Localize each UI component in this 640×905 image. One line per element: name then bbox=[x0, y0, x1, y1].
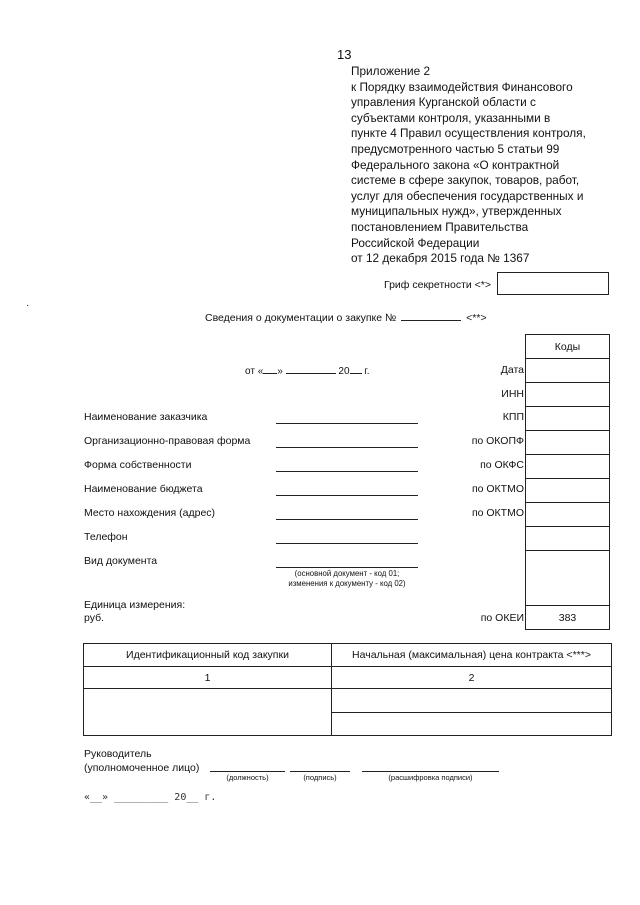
code-cell-oktmo-2[interactable] bbox=[526, 503, 610, 527]
date-year-field[interactable] bbox=[350, 364, 362, 374]
code-cell-oktmo-1[interactable] bbox=[526, 479, 610, 503]
label-okei: по ОКЕИ bbox=[480, 612, 524, 624]
label-unit: Единица измерения: bbox=[84, 599, 186, 611]
appendix-line: пункте 4 Правил осуществления контроля, bbox=[351, 126, 586, 141]
legal-form-field[interactable] bbox=[276, 447, 418, 448]
table-col-number-1: 1 bbox=[84, 667, 332, 689]
secrecy-label: Гриф секретности <*> bbox=[384, 279, 492, 291]
phone-field[interactable] bbox=[276, 543, 418, 544]
caption-decoding: (расшифровка подписи) bbox=[388, 773, 473, 782]
appendix-line: муниципальных нужд», утвержденных bbox=[351, 204, 562, 219]
label-oktmo-2: по ОКТМО bbox=[471, 507, 524, 519]
code-cell-phone[interactable] bbox=[526, 527, 610, 551]
code-cell-okfs[interactable] bbox=[526, 455, 610, 479]
date-month-field[interactable] bbox=[286, 364, 336, 374]
appendix-line: к Порядку взаимодействия Финансового bbox=[351, 79, 573, 94]
appendix-header bbox=[351, 64, 621, 267]
appendix-line: постановлением Правительства bbox=[351, 219, 529, 234]
label-inn: ИНН bbox=[501, 388, 524, 400]
table-header-id-code: Идентификационный код закупки bbox=[84, 644, 332, 667]
ownership-field[interactable] bbox=[276, 471, 418, 472]
signature-line-1: Руководитель bbox=[84, 748, 152, 760]
form-title-text: Сведения о документации о закупке № bbox=[205, 312, 397, 324]
unit-value: руб. bbox=[84, 612, 105, 624]
appendix-line: услуг для обеспечения государственных и bbox=[351, 188, 584, 203]
stray-mark: · bbox=[26, 300, 30, 311]
document-date bbox=[245, 364, 370, 377]
label-budget: Наименование бюджета bbox=[84, 483, 203, 495]
caption-signature: (подпись) bbox=[303, 773, 337, 782]
footer-date: «__» _________ 20__ г. bbox=[84, 792, 217, 803]
appendix-line: управления Курганской области с bbox=[351, 95, 536, 110]
label-oktmo-1: по ОКТМО bbox=[471, 483, 524, 495]
appendix-line: Российской Федерации bbox=[351, 235, 480, 250]
signature-field[interactable] bbox=[290, 771, 350, 772]
date-day-field[interactable] bbox=[263, 364, 277, 374]
signature-decoding-field[interactable] bbox=[362, 771, 499, 772]
appendix-line: системе в сфере закупок, товаров, работ, bbox=[351, 173, 580, 188]
table-header-max-price: Начальная (максимальная) цена контракта <***> bbox=[332, 644, 612, 667]
code-cell-doc-type[interactable] bbox=[526, 551, 610, 606]
code-cell-inn[interactable] bbox=[526, 383, 610, 407]
appendix-line: Приложение 2 bbox=[351, 64, 431, 78]
customer-name-field[interactable] bbox=[276, 423, 418, 424]
doc-type-note-line: (основной документ - код 01; bbox=[294, 569, 400, 578]
label-kpp: КПП bbox=[502, 411, 524, 423]
address-field[interactable] bbox=[276, 519, 418, 520]
label-okopf: по ОКОПФ bbox=[471, 435, 524, 447]
label-address: Место нахождения (адрес) bbox=[84, 507, 216, 519]
budget-field[interactable] bbox=[276, 495, 418, 496]
form-title bbox=[205, 310, 487, 324]
code-cell-okopf[interactable] bbox=[526, 431, 610, 455]
document-number-field[interactable] bbox=[401, 310, 461, 321]
appendix-line: предусмотренного частью 5 статьи 99 bbox=[351, 141, 560, 156]
code-cell-date[interactable] bbox=[526, 359, 610, 383]
signature-title bbox=[84, 747, 199, 775]
doc-type-note bbox=[262, 569, 432, 589]
label-date: Дата bbox=[500, 364, 524, 376]
secrecy-field[interactable] bbox=[497, 272, 609, 295]
codes-table bbox=[525, 334, 610, 630]
form-title-footnote: <**> bbox=[466, 312, 487, 324]
label-okfs: по ОКФС bbox=[480, 459, 524, 471]
table-col-number-2: 2 bbox=[332, 667, 612, 689]
appendix-line: субъектами контроля, указанными в bbox=[351, 110, 551, 125]
procurement-table bbox=[83, 643, 612, 736]
date-year-prefix: 20 bbox=[338, 366, 350, 377]
doc-type-note-line: изменения к документу - код 02) bbox=[288, 579, 406, 588]
label-ownership: Форма собственности bbox=[84, 459, 192, 471]
date-year-suffix: г. bbox=[364, 366, 370, 377]
max-price-cell-1[interactable] bbox=[332, 689, 612, 713]
position-field[interactable] bbox=[210, 771, 285, 772]
codes-header: Коды bbox=[526, 335, 610, 359]
procurement-id-cell[interactable] bbox=[84, 689, 332, 736]
label-customer-name: Наименование заказчика bbox=[84, 411, 208, 423]
appendix-line: Федерального закона «О контрактной bbox=[351, 157, 560, 172]
max-price-cell-2[interactable] bbox=[332, 712, 612, 736]
label-legal-form: Организационно-правовая форма bbox=[84, 435, 251, 447]
signature-line-2: (уполномоченное лицо) bbox=[84, 762, 200, 774]
caption-position: (должность) bbox=[226, 773, 269, 782]
doc-type-field[interactable] bbox=[276, 567, 418, 568]
date-close-quote: » bbox=[277, 366, 283, 377]
code-cell-okei: 383 bbox=[526, 606, 610, 630]
code-cell-kpp[interactable] bbox=[526, 407, 610, 431]
date-open-quote: от « bbox=[245, 366, 264, 377]
label-doc-type: Вид документа bbox=[84, 555, 158, 567]
page-number: 13 bbox=[337, 47, 352, 62]
label-phone: Телефон bbox=[84, 531, 128, 543]
appendix-line: от 12 декабря 2015 года № 1367 bbox=[351, 251, 530, 266]
